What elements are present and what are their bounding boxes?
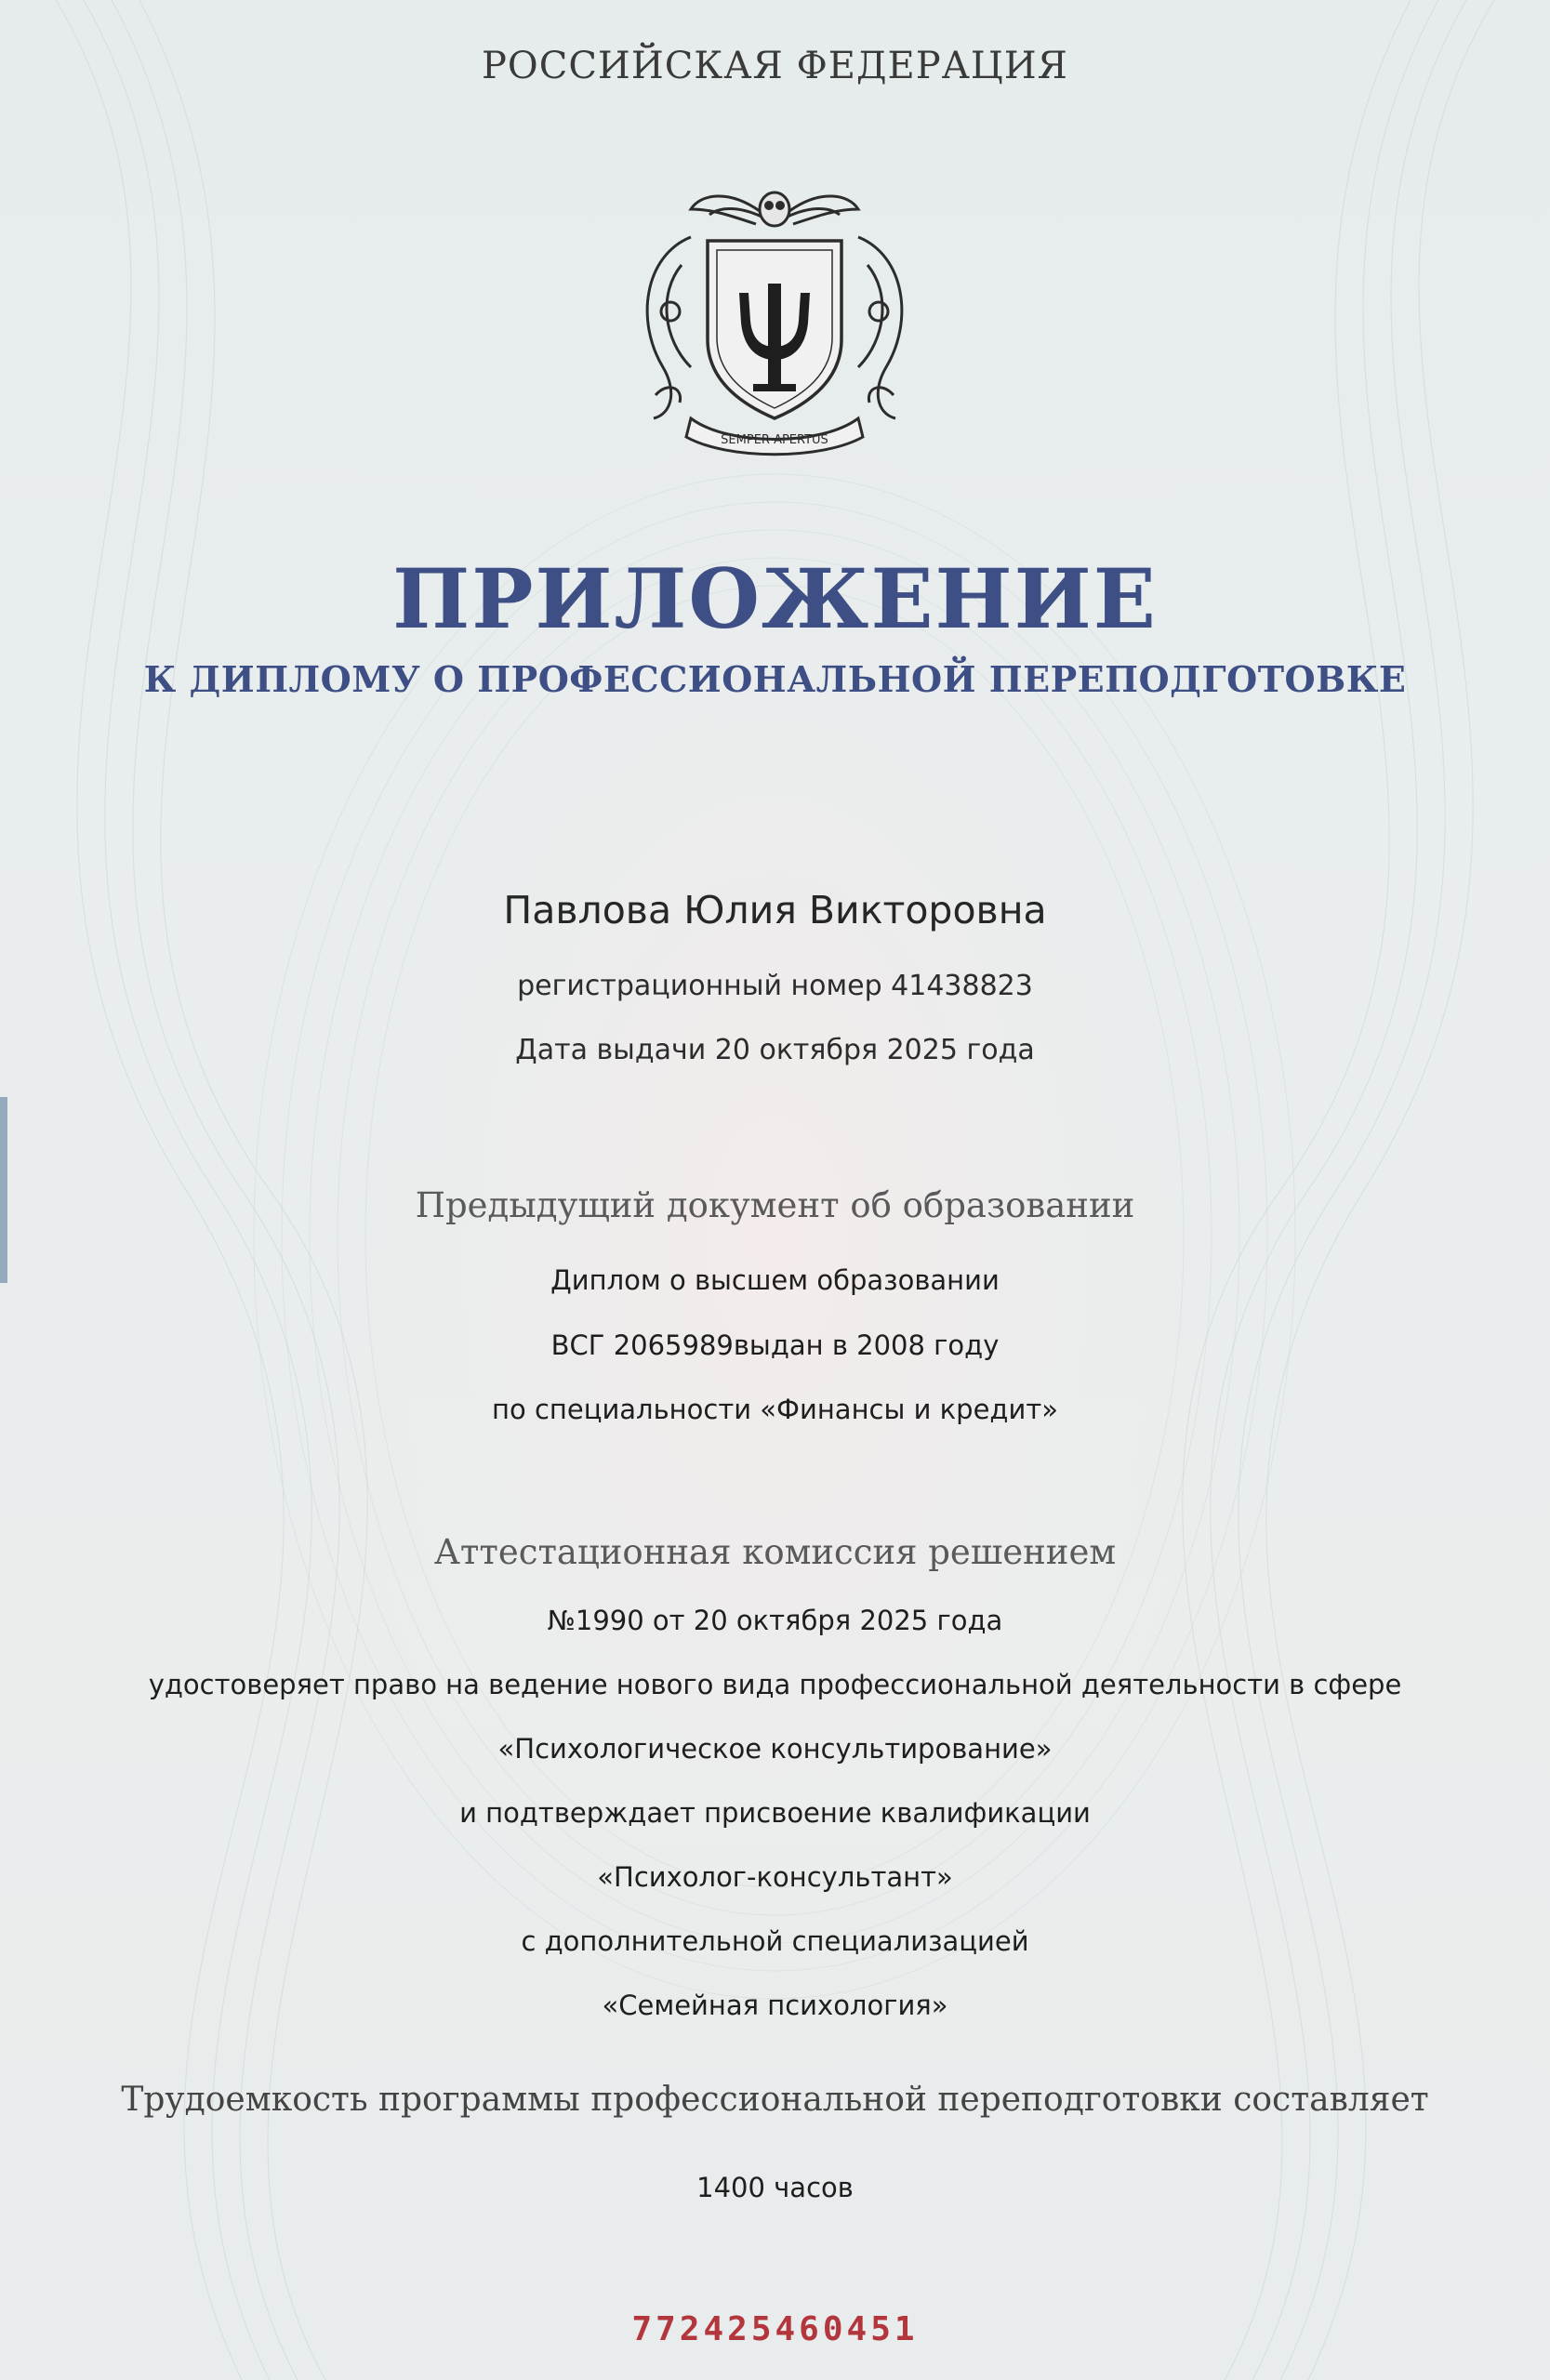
previous-education-line: по специальности «Финансы и кредит»	[492, 1394, 1058, 1425]
commission-line: «Психологическое консультирование»	[497, 1733, 1053, 1765]
document-title: ПРИЛОЖЕНИЕ	[392, 550, 1158, 647]
country-name: РОССИЙСКАЯ ФЕДЕРАЦИЯ	[482, 45, 1068, 87]
commission-line: и подтверждает присвоение квалификации	[459, 1797, 1091, 1829]
issue-date: Дата выдачи 20 октября 2025 года	[515, 1034, 1035, 1066]
workload-heading: Трудоемкость программы профессиональной переподготовки составляет	[121, 2081, 1429, 2119]
previous-education-line: ВСГ 2065989выдан в 2008 году	[550, 1329, 1000, 1361]
document-subtitle: К ДИПЛОМУ О ПРОФЕССИОНАЛЬНОЙ ПЕРЕПОДГОТОВКЕ	[143, 658, 1407, 700]
registration-number: регистрационный номер 41438823	[517, 970, 1033, 1002]
commission-line: с дополнительной специализацией	[521, 1925, 1029, 1957]
commission-line: удостоверяет право на ведение нового вида профессиональной деятельности в сфере	[148, 1669, 1402, 1700]
workload-value: 1400 часов	[696, 2172, 854, 2203]
holder-full-name: Павлова Юлия Викторовна	[503, 888, 1047, 932]
psi-crest-with-owl-icon	[626, 181, 923, 469]
previous-education-line: Диплом о высшем образовании	[550, 1264, 1000, 1296]
commission-line: «Семейная психология»	[602, 1990, 948, 2021]
previous-education-heading: Предыдущий документ об образовании	[415, 1185, 1135, 1225]
serial-number: 772425460451	[631, 2310, 919, 2348]
commission-line: №1990 от 20 октября 2025 года	[547, 1605, 1003, 1636]
commission-line: «Психолог-консультант»	[597, 1861, 953, 1893]
commission-heading: Аттестационная комиссия решением	[433, 1532, 1117, 1572]
emblem-motto: SEMPER APERTUS	[721, 433, 828, 447]
